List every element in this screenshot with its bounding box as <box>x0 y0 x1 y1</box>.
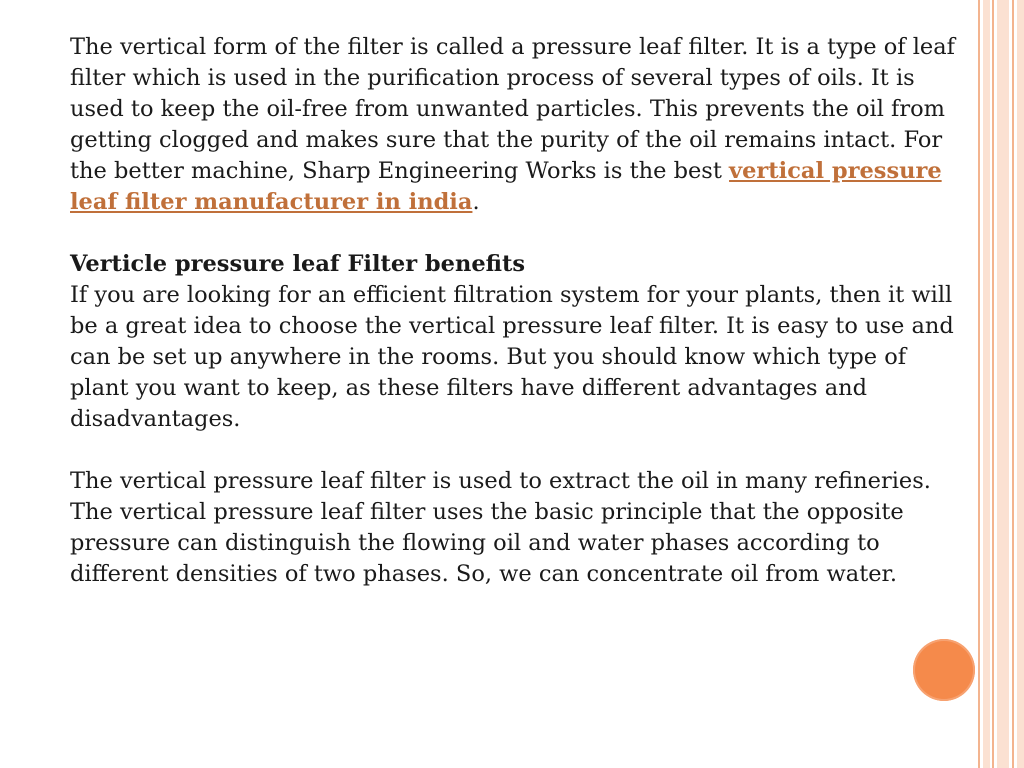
decor-stripe <box>997 0 1009 768</box>
benefits-heading: Verticle pressure leaf Filter benefits <box>70 251 526 277</box>
decor-stripe <box>1012 0 1014 768</box>
benefits-paragraph: If you are looking for an efficient filtration system for your plants, then it will be a great idea to choose the vertical pressure leaf filter. It is easy to use and can be set up anywhere in the rooms. But you should know which type of plant you want to keep, as these filters have different advantages and disadvantages. <box>70 282 954 432</box>
orange-circle-decoration <box>913 639 975 701</box>
intro-period: . <box>472 189 480 215</box>
decor-stripe <box>992 0 994 768</box>
manufacturer-link[interactable]: vertical pressure leaf filter manufacturer in india <box>70 158 942 215</box>
decor-stripe <box>983 0 990 768</box>
principle-paragraph: The vertical pressure leaf filter is used to extract the oil in many refineries. The vertical pressure leaf filter uses the basic principle that the opposite pressure can distinguish the flowing oil and water phases according to different densities of two phases. So, we can concentrate oil from water. <box>70 468 931 587</box>
intro-text: The vertical form of the filter is called a pressure leaf filter. It is a type of leaf filter which is used in the purification process of several types of oils. It is used to keep the oil-free from unwanted particles. This prevents the oil from getting clogged and makes sure that the purity of the oil remains intact. For the better machine, Sharp Engineering Works is the best <box>70 34 955 184</box>
spacer <box>70 435 970 466</box>
spacer <box>70 218 970 249</box>
decor-stripe <box>1017 0 1024 768</box>
intro-paragraph <box>70 32 970 218</box>
slide-content <box>70 32 970 590</box>
decor-stripe <box>978 0 980 768</box>
